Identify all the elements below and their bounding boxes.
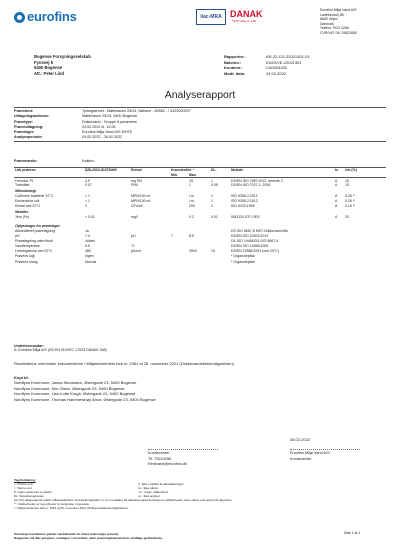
cell-method: DS ISO 5667-5 MST-Drikkevand.Min	[231, 228, 289, 233]
cell-value: 9.9	[85, 244, 90, 249]
sample-value: Drikkevand - Gruppe A parametre	[82, 119, 137, 124]
legend-item: i.m.: Ingen måleenhed	[138, 490, 168, 495]
cell-detection-limit: 0.01	[211, 214, 218, 219]
cell-subcontractor: A	[335, 214, 338, 219]
cell-value: Normal	[85, 259, 97, 264]
note-title: Underleverandør:	[14, 344, 44, 348]
copy-recipients	[14, 375, 386, 402]
cell-max: 2500	[189, 249, 197, 254]
cell-parameter: Turbiditet	[15, 183, 30, 188]
meta-row	[224, 71, 310, 77]
col-lab: Lab prøvenr:	[14, 168, 84, 173]
table-row	[14, 259, 386, 264]
company-line: Eurofins Miljø Vand A/S	[320, 8, 357, 12]
cell-detection-limit: 1	[211, 194, 213, 199]
legend-title: Tegnforklaring:	[14, 478, 36, 482]
report-meta	[224, 54, 310, 76]
sample-key: Prøvested:	[14, 109, 34, 113]
cell-value: < 1	[85, 194, 90, 199]
cell-parameter: pH	[15, 233, 20, 238]
cell-uncertainty: 20	[345, 214, 349, 219]
copy-line: Nordfyns Kommune, Janna Nicolaisen, Østergade 23, 5400 Bogense	[14, 380, 137, 386]
recipient-line: Bogense Forsyningsselskab	[34, 54, 91, 59]
copy-title: Kopi til:	[14, 375, 29, 380]
company-line: Danmark	[320, 21, 335, 26]
cell-method: ISO 9308-2:2012	[231, 199, 258, 204]
footer-line: Rapporten må ikke gengives, undtagen i sin helhed, uden prøvningslaboratoriets skriftlige godkendelse.	[14, 536, 163, 541]
recipient-address	[34, 54, 91, 77]
divider	[14, 107, 386, 108]
recipient-line: Fynsvej 5	[34, 59, 54, 65]
danak-registration: TEST Reg.nr. 168	[232, 19, 256, 23]
cell-detection-limit: 1	[211, 199, 213, 204]
col-min: Min.	[170, 173, 188, 178]
cell-uncertainty: 0.25 ⁸⁾	[345, 194, 356, 199]
meta-key: Kundenr.:	[224, 65, 243, 71]
sample-value: Tyrsegrønnet - Møllehaven 20/24, Bøhane - 80982 - / 4423000297	[82, 109, 191, 113]
footer-disclaimer	[14, 532, 386, 540]
sample-value: 24.02.2022 kl. 12:05	[82, 124, 116, 129]
sample-marking	[14, 159, 95, 164]
sample-key: Analyseperiode:	[14, 135, 43, 140]
sample-key: Udtagningsadresse:	[14, 114, 50, 119]
legend	[14, 478, 386, 510]
cell-value: Ingen	[85, 254, 94, 259]
contact-line: Eurofins Miljø Vand A/S	[290, 451, 330, 455]
cell-unit: µS/cm	[131, 249, 141, 254]
results-table	[14, 167, 386, 264]
cell-method: * Organoleptisk	[231, 254, 255, 259]
cell-subcontractor: A	[335, 204, 338, 209]
eurofins-logo	[14, 9, 77, 25]
cell-max: 0.2	[189, 214, 194, 219]
contact-email[interactable]: Rentvand@eurofins.dk	[148, 462, 187, 466]
sample-key: Prøvetager:	[14, 130, 35, 135]
company-address	[320, 8, 357, 35]
company-line: Telefon 7022 4266	[320, 26, 349, 31]
sample-row	[14, 135, 386, 140]
sample-info	[14, 109, 386, 141]
cell-method: DS/EN ISO 10523:2012	[231, 233, 269, 238]
contact-right	[290, 451, 330, 462]
cell-max: 15	[189, 178, 193, 183]
cell-method: ISO 9308-2:2012	[231, 194, 258, 199]
legend-line: ⁸⁾: Usikkerheden er log-enheder for angivelse i log-scala.	[14, 502, 90, 507]
col-unit: Enhed	[130, 168, 170, 173]
cell-max: i.m.	[189, 199, 195, 204]
cell-parameter: Ledningsevne ved 20°C	[15, 249, 53, 254]
contact-line: Tlf. 70224256	[148, 456, 172, 461]
sample-key: Prøvetype:	[14, 119, 34, 124]
report-date: 28.02.2022	[290, 437, 311, 442]
col-method: Metode	[230, 168, 334, 173]
cell-parameter: Prøvens lugt	[15, 254, 35, 259]
cell-detection-limit	[210, 259, 230, 264]
cell-method: DS/EN 27888:2003 (ved 20°C)	[231, 249, 279, 254]
cell-uncertainty: 0.15 ⁸⁾	[345, 204, 356, 209]
cell-detection-limit: 1	[211, 178, 213, 183]
cell-parameter: Vandtemperatur	[15, 244, 40, 249]
cell-uncertainty	[344, 259, 386, 264]
cell-uncertainty: 0.25 ⁸⁾	[345, 199, 356, 204]
note-line: A: Eurofins Miljø A/S (DS EN ISO/IEC 17025 DANAK 168)	[14, 348, 107, 353]
col-limits: Kravværdier ¹	[170, 168, 210, 173]
footer-line: Prøvningsresultaterne gælder udelukkende for de(n) undersøgte prøve(r).	[14, 532, 120, 536]
legend-item: DL: Detektionsgrænse	[14, 494, 44, 499]
cell-parameter: Akkrediteret prøvetagning	[15, 228, 56, 233]
cell-method: DS ISO 19458:DS ISO 5667-5	[231, 238, 279, 243]
copy-line: Nordfyns Kommune, Lise-Lotte Kragh, Østergade 23, 5400 Bogense	[14, 391, 136, 397]
cell-subcontractor: A	[335, 199, 338, 204]
cell-value: Udført	[85, 238, 95, 243]
sample-key: Prøveudtagning:	[14, 124, 44, 129]
cell-subcontractor: A	[335, 178, 338, 183]
cell-method: DS/EN ISO 19458:2006	[231, 244, 269, 249]
meta-value: EUDKVE-22021301	[266, 59, 302, 65]
eurofins-logo-icon	[14, 12, 25, 23]
signature-line	[290, 449, 360, 450]
legend-col	[14, 482, 138, 498]
legend-item: >: Større end	[14, 486, 32, 491]
marking-value: Køkken	[82, 159, 95, 163]
cell-value: Ja	[85, 228, 89, 233]
cell-value: < 1	[85, 199, 90, 204]
ilac-mra-logo: ilac-MRA	[196, 9, 226, 25]
cell-method: * Organoleptisk	[231, 259, 255, 264]
subcontractor-note	[14, 344, 386, 353]
cell-subcontractor: A	[335, 183, 338, 188]
cell-max: 1	[189, 183, 191, 188]
marking-key: Prøvemærke:	[14, 159, 38, 163]
cell-max	[188, 259, 210, 264]
cell-value: 480	[85, 249, 91, 254]
meta-value: CA0004432	[266, 65, 288, 71]
cell-unit: mg Pt/l	[131, 178, 142, 183]
meta-value: 24.02.2022	[266, 70, 287, 76]
cell-parameter: Jern (Fe)	[15, 214, 30, 219]
cell-parameter: Coliforme bakterier 37°C	[15, 194, 54, 199]
cell-uncertainty: 15	[345, 183, 349, 188]
sample-value: 24.02.2022 - 28.02.2022	[82, 135, 123, 140]
cell-max: 200	[189, 204, 195, 209]
col-max: Max.	[188, 173, 210, 178]
legend-line: ¹⁾: Miljøministeriets bek.nr. 2361 af 26. november 2021 (Drikkevandsbekendtgørelsen).	[14, 506, 129, 511]
cell-parameter: Farvetal, Pt	[15, 178, 33, 183]
meta-value: AR-22-CG-22021301-01	[266, 54, 310, 59]
cell-method: ISO 6222:1999	[231, 204, 255, 209]
sample-value: Møllehaven 20/24, 5400 Bogense	[82, 114, 138, 119]
recipient-line: Att.: Peter Lind	[34, 71, 65, 77]
legend-item: *): Ikke omfattet af akkrediteringen	[138, 482, 184, 487]
copy-line: Nordfyns Kommune, Kim Olsen, Østergade 23, 5400 Bogense	[14, 385, 125, 391]
result-statement: Resultaterne overholder kravværdierne i Miljøministeriets bek.nr. 2361 af 26. november 2021 (Drikkevandsbekendtgørelsen).	[14, 361, 235, 366]
meta-key: Batchnr.:	[224, 59, 242, 65]
cell-detection-limit: 15	[211, 249, 215, 254]
section-title: Metaller	[15, 210, 29, 215]
cell-max: i.m.	[189, 194, 195, 199]
cell-unit: CFU/ml	[131, 204, 143, 209]
cell-detection-limit: 0.05	[211, 183, 218, 188]
meta-key: Rapportnr.:	[224, 54, 246, 59]
cell-unit: MPN/100 ml	[131, 194, 151, 199]
cell-unit	[130, 259, 170, 264]
cell-unit: MPN/100 ml	[131, 199, 151, 204]
cell-method: DS/EN ISO 7027-1: 2016	[231, 183, 271, 188]
cell-value: 7.4	[85, 233, 90, 238]
cell-method: DS/EN ISO 7887:2012, metode C	[231, 178, 284, 183]
section-title: Oplysninger fra prøvetager	[15, 223, 60, 228]
contact-line: Kundecenter	[148, 451, 170, 455]
cell-parameter: Prøvetagning uden flush	[15, 238, 53, 243]
meta-key: Modt. dato:	[224, 70, 246, 76]
recipient-line: 5400 Bogense	[34, 65, 63, 71]
page-title: Analyserapport	[164, 89, 236, 101]
contact-left	[148, 451, 187, 468]
signature-line	[148, 449, 218, 450]
cell-min: 7	[171, 233, 173, 238]
sample-value: Eurofins Miljø Vand A/S WH7E	[82, 130, 133, 135]
legend-line: Usi (%): Ekspanderet relativ måleusikkerhed med dækningsfaktor 2. For resultater på detektionsgrænseniveau er usikkerheden være større end oplyst på rapporten.	[14, 498, 233, 503]
cell-parameter: Escherichia coli	[15, 199, 40, 204]
col-ts: ts	[334, 168, 344, 173]
cell-parameter: Kimtal ved 22°C	[15, 204, 41, 209]
cell-method: SM3120 ICP-OES	[231, 214, 260, 219]
page-number: Side 1 af 1	[344, 531, 361, 535]
cell-subcontractor: A	[335, 194, 338, 199]
col-sample-id: 828-2022-81076409	[84, 168, 130, 173]
cell-subcontractor	[334, 259, 344, 264]
section-title: Mikrobiologi	[15, 189, 36, 194]
cell-detection-limit: 1	[211, 204, 213, 209]
cell-unit: mg/l	[131, 214, 138, 219]
cell-min	[170, 259, 188, 264]
company-line: 6600 Vejen	[320, 17, 338, 22]
company-line: CVR/VAT DK 29622680	[320, 30, 357, 35]
cell-parameter: Prøvens smag	[15, 259, 38, 264]
brand-name: eurofins	[27, 9, 77, 24]
legend-item: #: Ingen parametre er påvist	[14, 490, 52, 495]
cell-unit: FNU	[131, 183, 139, 188]
col-dl: DL.	[210, 168, 230, 173]
danak-logo: DANAK	[230, 9, 263, 19]
legend-columns	[14, 482, 386, 498]
company-line: Ladelundvej 85	[320, 12, 344, 17]
legend-col	[138, 482, 184, 498]
cell-uncertainty: 15	[345, 178, 349, 183]
divider	[14, 141, 386, 142]
copy-line: Nordfyns Kommune, Thomas Hammershøy Amor, Østergade 23, 5400 Bogense	[14, 396, 156, 402]
legend-item: u.i.: Ikke angivet	[138, 494, 160, 499]
legend-item: i.p.: Ikke påvist	[138, 486, 158, 491]
cell-value: 0.07	[85, 183, 92, 188]
cell-unit: pH	[131, 233, 136, 238]
cell-unit: °C	[131, 244, 135, 249]
cell-max: 8.5	[189, 233, 194, 238]
cell-value: 1	[85, 204, 87, 209]
contact-line: Kundecenter	[290, 456, 312, 461]
legend-item: <: Mindre end	[14, 482, 33, 487]
cell-value: 4.9	[85, 178, 90, 183]
cell-value: < 0.01	[85, 214, 95, 219]
col-uncertainty: Usi (%)	[344, 168, 386, 173]
